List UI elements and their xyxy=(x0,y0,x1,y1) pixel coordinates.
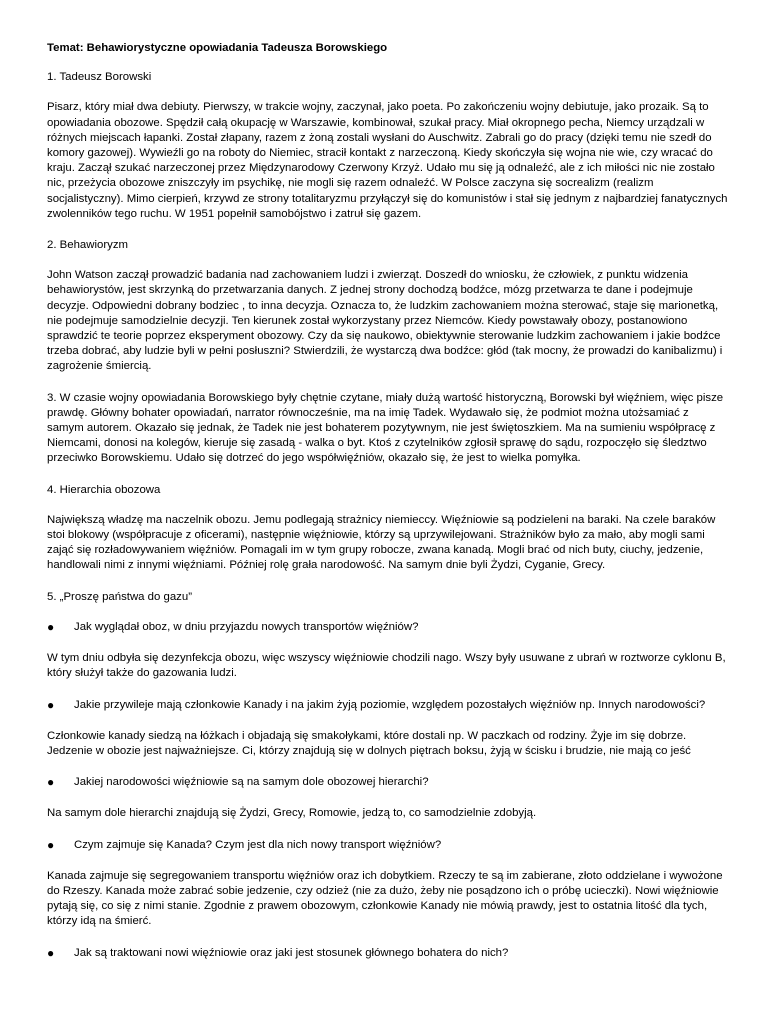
section-heading: 5. „Proszę państwa do gazu” xyxy=(47,590,192,603)
paragraph: W tym dniu odbyła się dezynfekcja obozu, więc wszyscy więźniowie chodzili nago. Wszy były usuwane z ubrań w roztworze cyklonu B, który służył także do gazowania ludzi. xyxy=(47,652,726,680)
bullet-dot-icon: ● xyxy=(47,945,55,960)
paragraph: Na samym dole hierarchi znajdują się Żydzi, Grecy, Romowie, jedzą to, co samodzielnie zdobyją. xyxy=(47,807,537,820)
section-heading: 4. Hierarchia obozowa xyxy=(47,483,161,496)
bullet-question xyxy=(47,946,728,961)
bullet-question xyxy=(47,838,728,853)
paragraph: John Watson zaczął prowadzić badania nad zachowaniem ludzi i zwierząt. Doszedł do wniosku, że człowiek, z punktu widzenia behawiorystów, jest skrzynką do przetwarzania danych. Z jednej strony dochodzą bodźce, mózg przetwarza te dane i podejmuje decyzje. Odpowiedni dobrany bodziec , to inna decyzja. Oznacza to, że ludzkim zachowaniem można sterować, staje się marionetką, nie podejmuje samodzielnie decyzji. Ten kierunek został wykorzystany przez Niemców. Kiedy powstawały obozy, postanowiono sprawdzić te teorie poprzez eksperyment obozowy. Czy da się naukowo, obiektywnie sterowanie ludzkim zachowaniem i jakie bodźce trzeba dobrać, aby ludzie byli w pełni posłuszni? Stwierdzili, że wystarczą dwa bodźce: głód (tak mocny, że prowadzi do kanibalizmu) i zagrożenie śmiercią. xyxy=(47,269,723,373)
paragraph: 3. W czasie wojny opowiadania Borowskiego były chętnie czytane, miały dużą wartość historyczną, Borowski był więźniem, więc pisze prawdę. Główny bohater opowiadań, narrator równocześnie, ma na imię Tadek. Wydawało się, że podmiot można utożsamiać z samym autorem. Okazało się jednak, że Tadek nie jest bohaterem pozytywnym, nie jest świętoszkiem. Ma na sumieniu współpracę z Niemcami, donosi na kolegów, kieruje się zasadą - walka o byt. Ktoś z czytelników zgłosił sprawę do sądu, rozpoczęło się śledztwo przeciwko Borowskiemu. Udało się dotrzeć do jego współwięźniów, okazało się, że jest to wielka pomyłka. xyxy=(47,391,724,465)
paragraph: Pisarz, który miał dwa debiuty. Pierwszy, w trakcie wojny, zaczynał, jako poeta. Po zakończeniu wojny debiutuje, jako prozaik. Są to opowiadania obozowe. Spędził całą okupację w Warszawie, kombinował, szukał pracy. Miał okropnego pecha, Niemcy urządzali w różnych miejscach łapanki. Został złapany, razem z żoną zostali wysłani do Auschwitz. Zabrali go do pracy (dzięki temu nie szedł do komory gazowej). Wywieźli go na roboty do Niemiec, stracił kontakt z narzeczoną. Kiedy skończyła się wojna nie wie, czy wracać do kraju. Zaczął szukać narzeczonej przez Międzynarodowy Czerwony Krzyż. Udało mu się ją odnaleźć, ale z ich miłości nic nie zostało nic, przeżycia obozowe zniszczyły im psychikę, nie mogli się razem odnaleźć. W Polsce zaczyna się socrealizm (realizm socjalistyczny). Mimo cierpień, krzywd ze strony totalitaryzmu przyłączył się do komunistów i stał się jednym z najbardziej fanatycznych zwolenników tego ruchu. W 1951 popełnił samobójstwo i zatruł się gazem. xyxy=(47,101,728,220)
bullet-question xyxy=(47,698,728,713)
section-heading: 2. Behawioryzm xyxy=(47,239,129,252)
bullet-text: Czym zajmuje się Kanada? Czym jest dla nich nowy transport więźniów? xyxy=(74,838,442,851)
bullet-text: Jakiej narodowości więźniowie są na samym dole obozowej hierarchi? xyxy=(74,776,429,789)
paragraph: Kanada zajmuje się segregowaniem transportu więźniów oraz ich dobytkiem. Rzeczy te są im zabierane, złoto oddzielane i wywożone do Rzeszy. Kanada może zabrać sobie jedzenie, czy odzież (nie za dużo, żeby nie posądzono ich o próbę ucieczki). Nowi więźniowie pytają się, co się z nimi stanie. Zgodnie z prawem obozowym, członkowie Kanady nie mówią prawdy, jest to ostatnia litość dla tych, którzy idą na śmierć. xyxy=(47,869,723,928)
section-heading: 1. Tadeusz Borowski xyxy=(47,71,152,84)
document-body xyxy=(47,70,728,961)
paragraph: Największą władzę ma naczelnik obozu. Jemu podlegają strażnicy niemieccy. Więźniowie są podzieleni na baraki. Na czele baraków stoi blokowy (współpracuje z oficerami), następnie więźniowie, którzy są uprzywilejowani. Strażników było za mało, aby mogli sami zająć się rozładowywaniem więźniów. Pomagali im w tym grupy robocze, zwana kanadą. Mogli brać od nich buty, ciuchy, jedzenie, handlowali nimi z innymi więźniami. Później rolę grała narodowość. Na samym dnie byli Żydzi, Cyganie, Grecy. xyxy=(47,513,716,572)
bullet-text: Jak są traktowani nowi więźniowie oraz jaki jest stosunek głównego bohatera do nich? xyxy=(74,946,509,959)
bullet-dot-icon: ● xyxy=(47,697,55,712)
paragraph: Członkowie kanady siedzą na łóżkach i objadają się smakołykami, które dostali np. W paczkach od rodziny. Żyje im się dobrze. Jedzenie w obozie jest najważniejsze. Ci, którzy znajdują się w dolnych piętrach boksu, żyją w ścisku i brudzie, nie mają co jeść xyxy=(47,729,691,757)
document-title: Temat: Behawiorystyczne opowiadania Tadeusza Borowskiego xyxy=(47,42,388,54)
bullet-question xyxy=(47,620,728,635)
bullet-dot-icon: ● xyxy=(47,619,55,634)
bullet-text: Jak wyglądał oboz, w dniu przyjazdu nowych transportów więźniów? xyxy=(74,620,419,633)
bullet-dot-icon: ● xyxy=(47,837,55,852)
bullet-question xyxy=(47,775,728,790)
bullet-text: Jakie przywileje mają członkowie Kanady i na jakim żyją poziomie, względem pozostałych więźniów np. Innych narodowości? xyxy=(74,698,706,711)
bullet-dot-icon: ● xyxy=(47,775,55,790)
